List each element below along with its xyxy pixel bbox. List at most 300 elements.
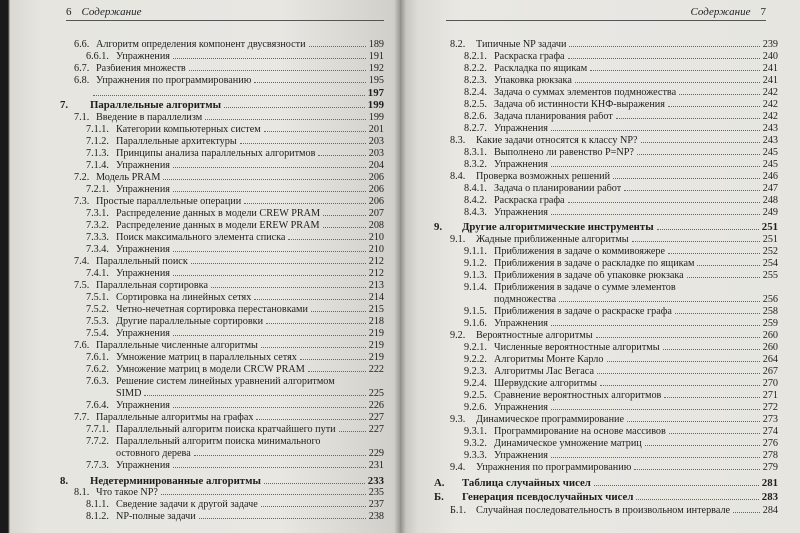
toc-number: 7.5.1. (86, 292, 109, 303)
toc-title: Алгоритмы Монте Карло (494, 355, 604, 365)
toc-chapter-row (60, 88, 384, 99)
toc-title: Разбиения множеств (96, 64, 186, 74)
toc-number: 7.3.3. (86, 232, 109, 243)
toc-row (450, 136, 778, 146)
toc-row (464, 259, 778, 269)
toc-row (86, 233, 384, 243)
toc-row (450, 331, 778, 341)
toc-page-number: 279 (762, 462, 778, 473)
toc-row (86, 317, 384, 327)
toc-row (464, 451, 778, 461)
toc-number: 7.7.3. (86, 460, 109, 471)
toc-title: Недетерминированные алгоритмы (90, 476, 261, 487)
toc-title: Задача о суммах элементов подмножества (494, 88, 677, 98)
toc-row (86, 52, 384, 62)
toc-title: Упражнения (116, 269, 170, 279)
toc-row (464, 307, 778, 317)
toc-number: 9.2.4. (464, 378, 487, 389)
toc-page-number: 240 (762, 51, 778, 62)
toc-title: Упражнения (116, 185, 170, 195)
toc-number: 8.2.4. (464, 87, 487, 98)
toc-number: 9.1.3. (464, 270, 487, 281)
toc-title: Упражнения (494, 124, 548, 134)
toc-dot-leader (568, 202, 760, 203)
toc-number: 7.3.1. (86, 208, 109, 219)
toc-number: 8.4. (450, 171, 466, 182)
toc-number: 8.4.3. (464, 207, 487, 218)
toc-number: А. (434, 477, 445, 489)
toc-title: Динамическое умножение матриц (494, 439, 642, 449)
toc-title: Распределение данных в модели EREW PRAM (116, 221, 320, 231)
toc-page-number: 227 (368, 412, 384, 423)
toc-dot-leader (668, 253, 760, 254)
toc-row (86, 137, 384, 147)
toc-page-number: 246 (762, 171, 778, 182)
toc-dot-leader (199, 518, 366, 519)
toc-chapter-row (60, 476, 384, 487)
toc-row (86, 293, 384, 303)
toc-page-number: 260 (762, 330, 778, 341)
toc-dot-leader (173, 407, 366, 408)
toc-row (464, 271, 778, 281)
toc-number: Б.1. (450, 505, 467, 516)
toc-page-number: 237 (368, 499, 384, 510)
toc-number: 7.5.4. (86, 328, 109, 339)
toc-page-number: 276 (762, 438, 778, 449)
toc-number: 7.2. (74, 172, 90, 183)
toc-dot-leader (161, 494, 366, 495)
toc-number: 9.4. (450, 462, 466, 473)
toc-title: Упражнения (494, 319, 548, 329)
toc-row (86, 245, 384, 255)
toc-number: 6.6. (74, 39, 90, 50)
toc-number: 8.1.2. (86, 511, 109, 522)
toc-number: 7.3.2. (86, 220, 109, 231)
toc-page-number: 191 (368, 51, 384, 62)
toc-dot-leader (205, 119, 366, 120)
toc-dot-leader (254, 299, 365, 300)
toc-number: 7.7.2. (86, 436, 109, 447)
toc-page-number: 260 (762, 342, 778, 353)
toc-dot-leader (261, 506, 366, 507)
toc-row (464, 100, 778, 110)
toc-page-number: 197 (367, 87, 384, 99)
toc-title: Упражнения (494, 160, 548, 170)
toc-title: Типичные NP задачи (476, 40, 567, 50)
toc-page-number: 274 (762, 426, 778, 437)
toc-page-number: 273 (762, 414, 778, 425)
toc-title: Упражнения (116, 401, 170, 411)
toc-page-number: 254 (762, 258, 778, 269)
toc-title: Раскраска графа (494, 196, 565, 206)
toc-row (464, 160, 778, 170)
toc-page-number: 219 (368, 352, 384, 363)
toc-dot-leader (664, 397, 759, 398)
toc-dot-leader (687, 277, 760, 278)
toc-row (464, 367, 778, 377)
toc-page-number: 242 (762, 99, 778, 110)
toc-dot-leader (308, 371, 366, 372)
toc-dot-leader (339, 431, 366, 432)
toc-page-number: 278 (762, 450, 778, 461)
toc-dot-leader (264, 131, 366, 132)
toc-title: Сведение задачи к другой задаче (116, 500, 258, 510)
toc-row (86, 425, 384, 435)
toc-page-number: 243 (762, 135, 778, 146)
toc-dot-leader (607, 361, 760, 362)
toc-page-number: 245 (762, 147, 778, 158)
toc-row (86, 185, 384, 195)
toc-title: Параллельный алгоритм поиска кратчайшего пути (116, 425, 336, 435)
toc-page-number: 201 (368, 124, 384, 135)
toc-title: Проверка возможных решений (476, 172, 611, 182)
toc-number: 7.3. (74, 196, 90, 207)
toc-title: Упаковка рюкзака (494, 76, 572, 86)
toc-page-number: 219 (368, 328, 384, 339)
toc-number: 8.1.1. (86, 499, 109, 510)
toc-title: Задача об истинности КНФ-выражения (494, 100, 665, 110)
toc-page-number: 204 (368, 160, 384, 171)
toc-page-number: 222 (368, 364, 384, 375)
toc-page-number: 225 (368, 388, 384, 399)
toc-dot-leader (551, 166, 760, 167)
toc-row (464, 208, 778, 218)
toc-dot-leader (568, 58, 760, 59)
toc-dot-leader (323, 227, 366, 228)
toc-dot-leader (569, 46, 759, 47)
toc-title: остовного дерева (116, 449, 191, 459)
toc-number: 9.3.2. (464, 438, 487, 449)
toc-title: Решение систем линейных уравнений алгоритмом (116, 377, 335, 387)
toc-page-number: 212 (368, 268, 384, 279)
toc-number: 7.7. (74, 412, 90, 423)
toc-title: Раскраска графа (494, 52, 565, 62)
toc-number: 6.6.1. (86, 51, 109, 62)
toc-dot-leader (551, 130, 760, 131)
toc-row (464, 427, 778, 437)
toc-dot-leader (173, 167, 366, 168)
toc-row (464, 124, 778, 134)
toc-dot-leader (559, 301, 760, 302)
toc-title: Алгоритмы Лас Вегаса (494, 367, 594, 377)
toc-row (74, 64, 384, 74)
toc-number: 8.2.6. (464, 111, 487, 122)
toc-row (464, 196, 778, 206)
toc-dot-leader (318, 155, 365, 156)
toc-title: Другие алгоритмические инструменты (462, 222, 654, 233)
toc-title: Вероятностные алгоритмы (476, 331, 593, 341)
toc-row (450, 506, 778, 516)
toc-number: 8.2. (450, 39, 466, 50)
toc-number: 7.6.2. (86, 364, 109, 375)
toc-dot-leader (300, 359, 366, 360)
toc-row (74, 413, 384, 423)
toc-row (74, 197, 384, 207)
toc-row (74, 113, 384, 123)
toc-number: 9.2.3. (464, 366, 487, 377)
toc-row (464, 52, 778, 62)
toc-row (74, 173, 384, 183)
toc-row (86, 209, 384, 219)
toc-title: Алгоритм определения компонент двусвязности (96, 40, 306, 50)
toc-title: Распределение данных в модели CREW PRAM (116, 209, 321, 219)
toc-title: Приближения в задаче об упаковке рюкзака (494, 271, 684, 281)
toc-page-number: 212 (368, 256, 384, 267)
right-page-number: 7 (760, 6, 766, 18)
toc-number: Б. (434, 491, 444, 503)
toc-title: подмножества (494, 295, 557, 305)
toc-dot-leader (173, 191, 366, 192)
toc-row (86, 365, 384, 375)
toc-row (86, 305, 384, 315)
toc-page-number: 231 (368, 460, 384, 471)
toc-row (450, 40, 778, 50)
toc-row (86, 161, 384, 171)
toc-page-number: 251 (762, 234, 778, 245)
toc-title: Приближения в задаче о коммивояжере (494, 247, 666, 257)
toc-page-number: 248 (762, 195, 778, 206)
toc-dot-leader (240, 143, 366, 144)
toc-row (464, 439, 778, 449)
toc-dot-leader (173, 275, 366, 276)
toc-title: Параллельный алгоритм поиска минимального (116, 437, 321, 447)
toc-title: Сортировка на линейных сетях (116, 293, 252, 303)
toc-row (464, 112, 778, 122)
toc-chapter-row (434, 222, 778, 233)
toc-dot-leader (590, 70, 760, 71)
toc-row (464, 295, 778, 305)
toc-page-number: 247 (762, 183, 778, 194)
toc-dot-leader (163, 179, 365, 180)
toc-row (86, 149, 384, 159)
toc-dot-leader (663, 349, 760, 350)
toc-dot-leader (288, 239, 365, 240)
toc-page-number: 219 (368, 340, 384, 351)
toc-row (86, 401, 384, 411)
toc-number: 9.1.4. (464, 282, 487, 293)
toc-title: Умножение матриц в модели CRCW PRAM (116, 365, 305, 375)
toc-page-number: 206 (368, 184, 384, 195)
toc-title: Упражнения по программированию (96, 76, 252, 86)
toc-row (450, 172, 778, 182)
toc-dot-leader (93, 95, 365, 96)
toc-row (464, 319, 778, 329)
toc-number: 6.8. (74, 75, 90, 86)
toc-row (86, 377, 384, 387)
toc-dot-leader (551, 214, 760, 215)
toc-title: Поиск максимального элемента списка (116, 233, 286, 243)
toc-row (86, 437, 384, 447)
toc-dot-leader (627, 421, 760, 422)
toc-dot-leader (551, 457, 760, 458)
toc-dot-leader (600, 385, 760, 386)
right-table-of-contents (400, 0, 800, 533)
toc-row (464, 247, 778, 257)
toc-page-number: 255 (762, 270, 778, 281)
toc-page-number: 249 (762, 207, 778, 218)
toc-title: Упражнения (494, 451, 548, 461)
toc-row (450, 463, 778, 473)
toc-title: Динамическое программирование (476, 415, 625, 425)
toc-row (464, 76, 778, 86)
toc-title: Приближения в задаче о сумме элементов (494, 283, 676, 293)
toc-number: 8. (60, 475, 69, 487)
toc-dot-leader (189, 70, 366, 71)
right-header-title: Содержание (690, 6, 751, 18)
toc-dot-leader (551, 409, 760, 410)
toc-number: 7.4. (74, 256, 90, 267)
toc-number: 9.3.3. (464, 450, 487, 461)
toc-page-number: 241 (762, 75, 778, 86)
toc-title: Параллельная сортировка (96, 281, 209, 291)
toc-number: 8.2.2. (464, 63, 487, 74)
toc-title: Жадные приближенные алгоритмы (476, 235, 629, 245)
left-header-title: Содержание (81, 6, 142, 18)
toc-dot-leader (194, 455, 366, 456)
toc-title: Упражнения (116, 461, 170, 471)
toc-page-number: 242 (762, 111, 778, 122)
toc-page-number: 281 (761, 477, 778, 489)
toc-row (86, 389, 384, 399)
toc-page-number: 233 (367, 475, 384, 487)
toc-number: 8.1. (74, 487, 90, 498)
toc-page-number: 210 (368, 244, 384, 255)
toc-page-number: 199 (367, 99, 384, 111)
toc-number: 9.2.5. (464, 390, 487, 401)
toc-page-number: 214 (368, 292, 384, 303)
toc-dot-leader (191, 263, 366, 264)
toc-number: 8.2.7. (464, 123, 487, 134)
toc-number: 9.1.1. (464, 246, 487, 257)
toc-page-number: 213 (368, 280, 384, 291)
toc-chapter-row (434, 478, 778, 489)
toc-dot-leader (211, 287, 366, 288)
toc-title: Упражнения (116, 161, 170, 171)
book-gutter-shadow (394, 0, 406, 533)
toc-row (74, 40, 384, 50)
toc-title: Задача планирования работ (494, 112, 613, 122)
toc-title: Параллельные алгоритмы (90, 100, 222, 111)
toc-title: Численные вероятностные алгоритмы (494, 343, 660, 353)
right-page (400, 0, 800, 533)
toc-row (86, 461, 384, 471)
toc-dot-leader (624, 190, 760, 191)
toc-number: 8.4.1. (464, 183, 487, 194)
toc-row (450, 235, 778, 245)
toc-row (464, 184, 778, 194)
toc-title: NP-полные задачи (116, 512, 196, 522)
toc-dot-leader (597, 373, 760, 374)
toc-page-number: 206 (368, 196, 384, 207)
toc-title: Параллельные архитектуры (116, 137, 237, 147)
toc-page-number: 210 (368, 232, 384, 243)
toc-dot-leader (669, 433, 760, 434)
toc-dot-leader (634, 469, 759, 470)
toc-title: Параллельные численные алгоритмы (96, 341, 258, 351)
toc-page-number: 235 (368, 487, 384, 498)
toc-page-number: 208 (368, 220, 384, 231)
toc-dot-leader (668, 106, 760, 107)
toc-number: 7.4.1. (86, 268, 109, 279)
toc-title: SIMD (116, 389, 142, 399)
toc-dot-leader (264, 483, 365, 484)
toc-number: 9.3.1. (464, 426, 487, 437)
toc-row (86, 269, 384, 279)
toc-number: 7.1.1. (86, 124, 109, 135)
toc-page-number: 199 (368, 112, 384, 123)
toc-dot-leader (311, 311, 366, 312)
toc-number: 7.6.1. (86, 352, 109, 363)
toc-page-number: 245 (762, 159, 778, 170)
toc-title: Раскладка по ящикам (494, 64, 588, 74)
toc-page-number: 259 (762, 318, 778, 329)
toc-dot-leader (636, 499, 758, 500)
toc-title: Модель PRAM (96, 173, 161, 183)
toc-row (464, 379, 778, 389)
toc-number: 7.7.1. (86, 424, 109, 435)
toc-number: 8.2.1. (464, 51, 487, 62)
toc-page-number: 241 (762, 63, 778, 74)
toc-page-number: 203 (368, 148, 384, 159)
toc-page-number: 239 (762, 39, 778, 50)
toc-title: Четно-нечетная сортировка перестановками (116, 305, 308, 315)
toc-number: 7.1. (74, 112, 90, 123)
toc-row (86, 125, 384, 135)
toc-page-number: 226 (368, 400, 384, 411)
toc-title: Шервудские алгоритмы (494, 379, 597, 389)
toc-number: 8.2.3. (464, 75, 487, 86)
toc-dot-leader (173, 251, 366, 252)
toc-number: 9.2.1. (464, 342, 487, 353)
toc-number: 9.2.2. (464, 354, 487, 365)
toc-dot-leader (256, 419, 365, 420)
toc-dot-leader (144, 395, 365, 396)
toc-page-number: 271 (762, 390, 778, 401)
toc-title: Программирование на основе массивов (494, 427, 666, 437)
toc-chapter-row (60, 100, 384, 111)
toc-number: 7. (60, 99, 69, 111)
toc-row (86, 221, 384, 231)
toc-row (464, 283, 778, 293)
toc-number: 9.3. (450, 414, 466, 425)
toc-number: 9.1.5. (464, 306, 487, 317)
toc-dot-leader (632, 241, 760, 242)
toc-number: 7.5.3. (86, 316, 109, 327)
toc-page-number: 218 (368, 316, 384, 327)
toc-dot-leader (645, 445, 760, 446)
toc-title: Упражнения (494, 403, 548, 413)
toc-page-number: 251 (761, 221, 778, 233)
toc-page-number: 264 (762, 354, 778, 365)
toc-title: Сравнение вероятностных алгоритмов (494, 391, 662, 401)
toc-dot-leader (675, 313, 760, 314)
toc-title: Параллельные алгоритмы на графах (96, 413, 254, 423)
toc-title: Генерация псевдослучайных чисел (462, 492, 634, 503)
toc-number: 9.1.2. (464, 258, 487, 269)
toc-page-number: 206 (368, 172, 384, 183)
toc-title: Какие задачи относятся к классу NP? (476, 136, 638, 146)
toc-dot-leader (173, 58, 366, 59)
toc-number: 9. (434, 221, 443, 233)
toc-dot-leader (224, 107, 365, 108)
toc-page-number: 267 (762, 366, 778, 377)
toc-dot-leader (173, 335, 366, 336)
toc-page-number: 283 (761, 491, 778, 503)
toc-number: 8.3.1. (464, 147, 487, 158)
toc-number: 6.7. (74, 63, 90, 74)
toc-page-number: 192 (368, 63, 384, 74)
toc-dot-leader (697, 265, 759, 266)
